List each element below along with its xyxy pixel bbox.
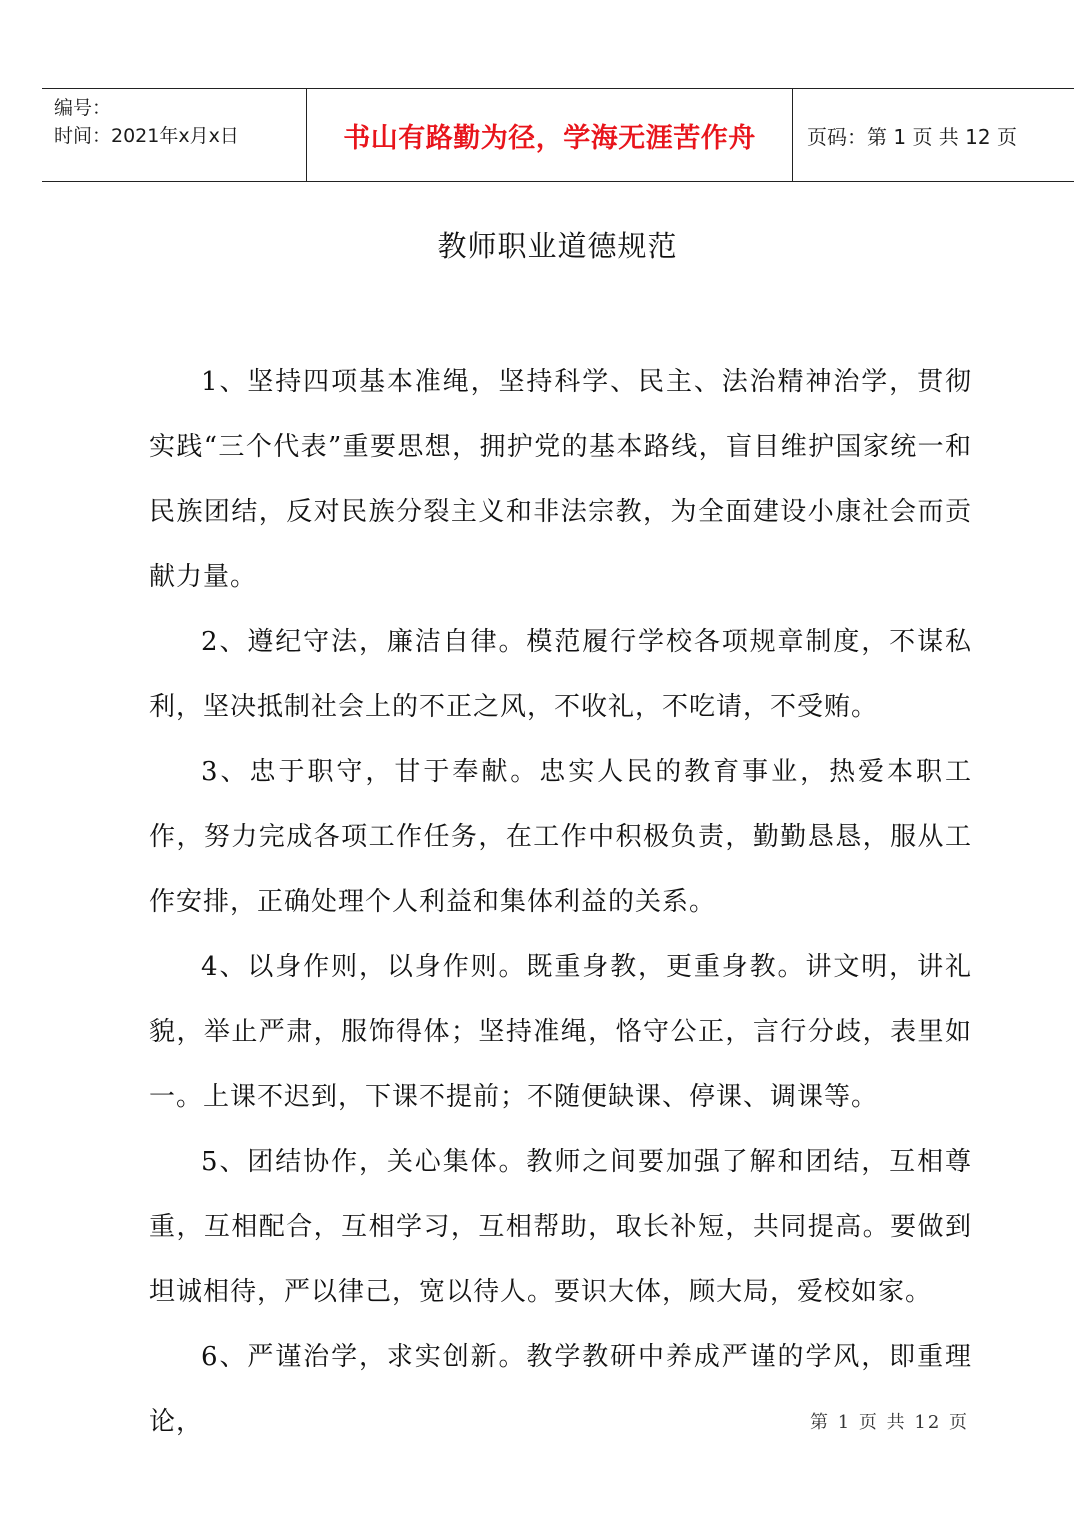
paragraph-5: 5、团结协作，关心集体。教师之间要加强了解和团结，互相尊重，互相配合，互相学习，互相帮助，取长补短，共同提高。要做到坦诚相待，严以律己，宽以待人。要识大体，顾大局，爱校如家。 <box>149 1147 972 1307</box>
time-label: 时间：2021年x月x日 <box>54 125 239 147</box>
paragraph-1: 1、坚持四项基本准绳，坚持科学、民主、法治精神治学，贯彻实践“三个代表”重要思想，拥护党的基本路线，盲目维护国家统一和民族团结，反对民族分裂主义和非法宗教，为全面建设小康社会而贡献力量。 <box>149 367 972 592</box>
page-footer: 第 1 页 共 12 页 <box>810 1412 969 1433</box>
header-page-cell <box>793 89 1074 181</box>
document-header <box>42 88 1074 182</box>
document-title: 教师职业道德规范 <box>437 229 678 263</box>
header-motto-cell <box>306 89 793 181</box>
paragraph-2: 2、遵纪守法，廉洁自律。模范履行学校各项规章制度，不谋私利，坚决抵制社会上的不正之风，不收礼，不吃请，不受贿。 <box>149 627 972 722</box>
document-body <box>149 350 972 1455</box>
motto-text: 书山有路勤为径，学海无涯苦作舟 <box>343 122 756 154</box>
paragraph-3: 3、忠于职守，甘于奉献。忠实人民的教育事业，热爱本职工作，努力完成各项工作任务，在工作中积极负责，勤勤恳恳，服从工作安排，正确处理个人利益和集体利益的关系。 <box>149 757 972 917</box>
page-number-info: 页码：第 1 页 共 12 页 <box>807 124 1017 149</box>
serial-number-label: 编号： <box>54 97 112 119</box>
header-meta-cell <box>42 89 306 181</box>
paragraph-6: 6、严谨治学，求实创新。教学教研中养成严谨的学风，即重理论， <box>149 1342 972 1437</box>
paragraph-4: 4、以身作则，以身作则。既重身教，更重身教。讲文明，讲礼貌，举止严肃，服饰得体；坚持准绳，恪守公正，言行分歧，表里如一。上课不迟到，下课不提前；不随便缺课、停课、调课等。 <box>149 952 972 1112</box>
